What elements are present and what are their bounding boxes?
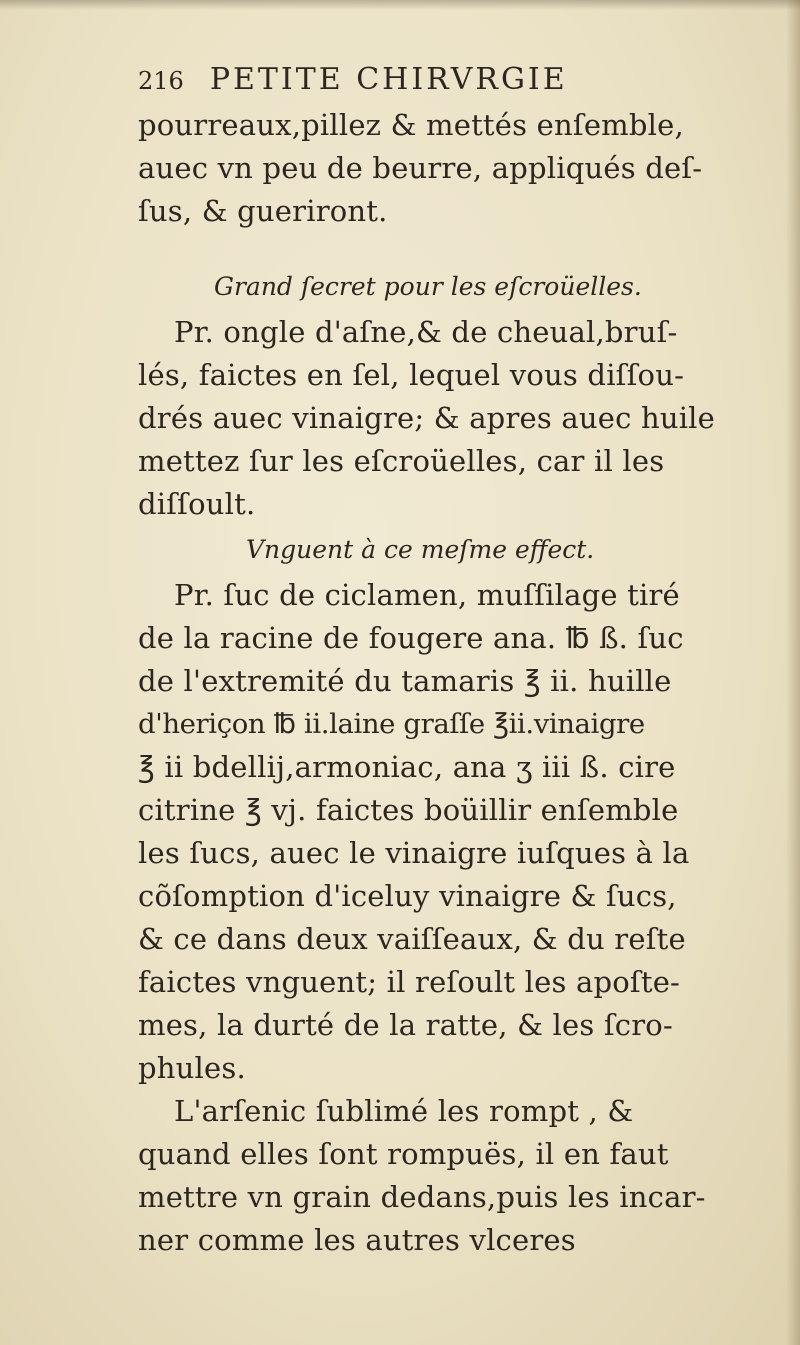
page-number: 216 bbox=[138, 67, 184, 95]
text-line: les ſucs, auec le vinaigre iuſques à la bbox=[138, 836, 690, 870]
section-heading-secret: Grand ſecret pour les eſcroüelles. bbox=[214, 272, 642, 301]
page-top-shadow bbox=[0, 0, 800, 10]
text-line: phules. bbox=[138, 1051, 246, 1085]
text-line: & ce dans deux vaiſſeaux, & du reſte bbox=[138, 922, 686, 956]
text-block bbox=[138, 56, 718, 1262]
text-line: diſſoult. bbox=[138, 487, 256, 521]
text-line: Pr. ongle d'aſne,& de cheual,bruſ- bbox=[174, 315, 678, 349]
text-line: ner comme les autres vlceres bbox=[138, 1223, 576, 1257]
text-line: mettre vn grain dedans,puis les incar- bbox=[138, 1180, 706, 1214]
text-line: Pr. ſuc de ciclamen, muſſilage tiré bbox=[174, 578, 680, 612]
running-head-title: PETITE CHIRVRGIE bbox=[209, 62, 568, 97]
text-line: ſus, & gueriront. bbox=[138, 194, 388, 228]
text-line: citrine ℥ vj. faictes boüillir enſemble bbox=[138, 793, 679, 827]
text-line: drés auec vinaigre; & apres auec huile bbox=[138, 401, 716, 435]
section-heading-vnguent: Vnguent à ce meſme effect. bbox=[246, 535, 595, 564]
text-line: de la racine de fougere ana. ℔ ß. ſuc bbox=[138, 621, 684, 655]
text-line: quand elles ſont rompuës, il en faut bbox=[138, 1137, 669, 1171]
text-line: cõſomption d'iceluy vinaigre & ſucs, bbox=[138, 879, 677, 913]
text-line: d'heriçon ℔ ii.laine graſſe ℥ii.vinaigre bbox=[138, 708, 645, 740]
text-line: faictes vnguent; il reſoult les apoſte- bbox=[138, 965, 681, 999]
text-line: de l'extremité du tamaris ℥ ii. huille bbox=[138, 664, 672, 698]
text-line: mettez ſur les eſcroüelles, car il les bbox=[138, 444, 665, 478]
text-line: auec vn peu de beurre, appliqués deſ- bbox=[138, 151, 703, 185]
text-line: ℥ ii bdellij,armoniac, ana ʒ iii ß. cire bbox=[138, 750, 676, 784]
running-head bbox=[138, 56, 718, 104]
text-line: mes, la durté de la ratte, & les ſcro- bbox=[138, 1008, 673, 1042]
page-edge-shadow bbox=[786, 0, 800, 1345]
text-line: pourreaux,pillez & mettés enſemble, bbox=[138, 108, 684, 142]
text-line: lés, faictes en ſel, lequel vous diſſou- bbox=[138, 358, 685, 392]
text-line: L'arſenic ſublimé les rompt , & bbox=[174, 1094, 634, 1128]
